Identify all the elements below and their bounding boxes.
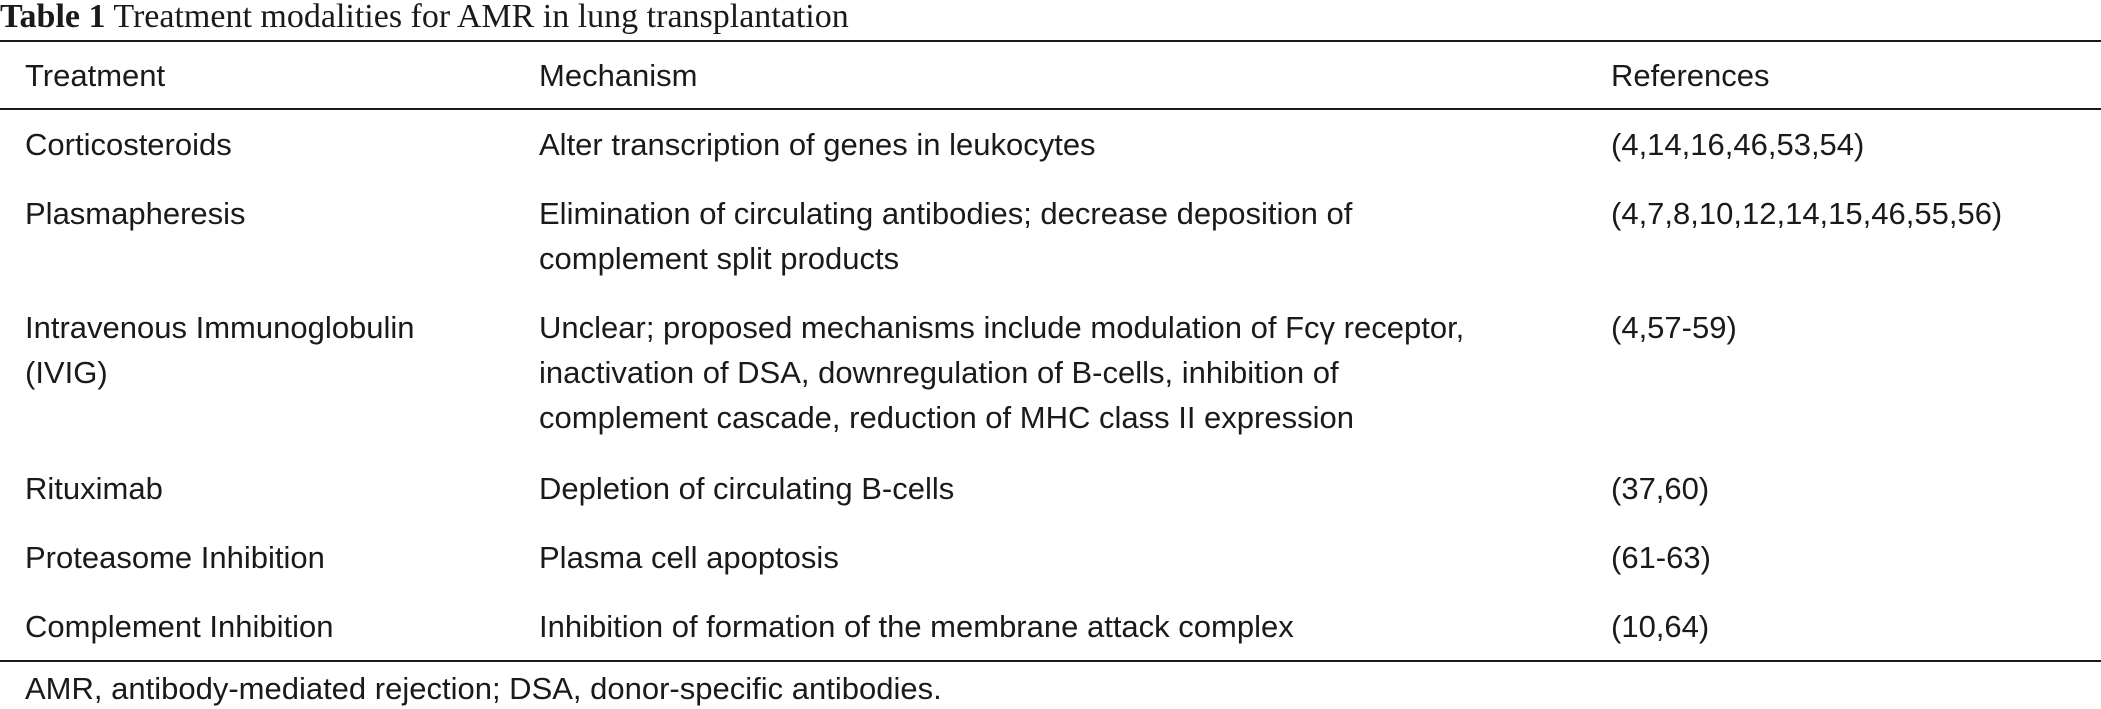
header-treatment: Treatment xyxy=(25,58,166,93)
row-complement-treatment: Complement Inhibition xyxy=(25,609,334,644)
row-corticosteroids-treatment: Corticosteroids xyxy=(25,127,232,162)
row-ivig-treatment: Intravenous Immunoglobulin (IVIG) xyxy=(25,310,415,390)
row-plasmapheresis-references: (4,7,8,10,12,14,15,46,55,56) xyxy=(1611,196,2003,231)
table-footnote: AMR, antibody-mediated rejection; DSA, donor-specific antibodies. xyxy=(25,671,942,706)
row-corticosteroids-references: (4,14,16,46,53,54) xyxy=(1611,127,1865,162)
row-rituximab-mechanism: Depletion of circulating B-cells xyxy=(539,471,955,506)
row-proteasome-references: (61-63) xyxy=(1611,540,1711,575)
row-plasmapheresis-treatment: Plasmapheresis xyxy=(25,196,246,231)
header-mechanism: Mechanism xyxy=(539,58,698,93)
row-corticosteroids-mechanism: Alter transcription of genes in leukocytes xyxy=(539,127,1096,162)
row-complement-mechanism: Inhibition of formation of the membrane attack complex xyxy=(539,609,1294,644)
table-bottom-rule xyxy=(0,660,2101,662)
row-rituximab-treatment: Rituximab xyxy=(25,471,163,506)
table-top-rule xyxy=(0,40,2101,42)
header-references: References xyxy=(1611,58,1770,93)
table-caption-title: Treatment modalities for AMR in lung transplantation xyxy=(113,0,849,35)
table-caption xyxy=(0,0,849,34)
table-header-rule xyxy=(0,108,2101,110)
row-proteasome-mechanism: Plasma cell apoptosis xyxy=(539,540,839,575)
row-proteasome-treatment: Proteasome Inhibition xyxy=(25,540,325,575)
row-plasmapheresis-mechanism: Elimination of circulating antibodies; decrease deposition of complement split products xyxy=(539,196,1353,276)
row-rituximab-references: (37,60) xyxy=(1611,471,1710,506)
table-caption-label: Table 1 xyxy=(0,0,106,35)
row-complement-references: (10,64) xyxy=(1611,609,1710,644)
row-ivig-references: (4,57-59) xyxy=(1611,310,1737,345)
row-ivig-mechanism: Unclear; proposed mechanisms include modulation of Fcγ receptor, inactivation of DSA, downregulation of B-cells, inhibition of complement cascade, reduction of MHC class II expression xyxy=(539,310,1465,435)
